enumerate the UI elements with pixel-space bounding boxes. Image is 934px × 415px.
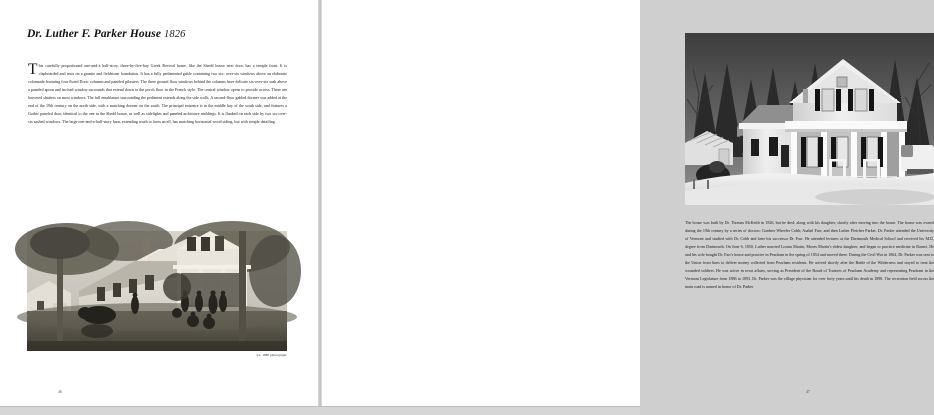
photo-caption: Ca. 1885 photograph. xyxy=(256,353,287,357)
page-title-text: Dr. Luther F. Parker House xyxy=(27,28,162,40)
historic-house-photograph xyxy=(27,231,287,351)
page-bottom-edge xyxy=(0,406,640,415)
right-page xyxy=(322,0,934,414)
right-column-body-text: The house was built by Dr. Thomas McKeith in 1826, but he died, along with his daughter, shortly after moving into the house. The house was owned during the 19th century by a series of doctors: Gardner Wheeler Cobb; Asahel Farr; and then Luther Fletcher Parker. Dr. Parker attended the University of Vermont and studied with Dr. Cobb and later his successor Dr. Farr. He attended lectures at the Dartmouth Medical School and received his M.D. degree from Dartmouth. On June 6, 1850, Luther married Louisa Martin, Moses Martin's eldest daughter, and began to practice medicine in Barnet. He and his wife bought Dr. Farr's house and practice in Peacham in the spring of 1854 and moved there. During the Civil War in 1864, Dr. Parker was sent to the Union front lines to deliver money collected from Peacham residents. He arrived shortly after the Battle of the Wilderness and stayed to treat the wounded soldiers. He was active in town affairs, serving as President of the Board of Trustees of Peacham Academy and representing Peacham in the Vermont Legislature from 1886 to 1893. Dr. Parker was the village physician for over forty years until his death in 1898. The recreation field across the main road is named in honor of Dr. Parker xyxy=(685,220,934,290)
page-title xyxy=(27,28,185,40)
page-title-year: 1826 xyxy=(164,29,186,40)
modern-house-photograph xyxy=(685,33,934,205)
folio-left: 46 xyxy=(58,390,62,394)
modern-photo-artwork xyxy=(685,33,934,205)
left-column-body-text: This carefully proportioned one-and-a half-story, three-by-five-bay Greek Revival home, like the Shedd house next door, has a temple front. It is clapboarded and rests on a granite and fieldstone foundation. It has a fully pedimented gable containing two six- over-six windows above an elaborate colonnade featuring four fluted Doric columns and paneled pilasters. The three ground floor windows behind the columns have delicate six-over-six sash above a paneled apron and incised window surrounds that extend down to the porch floor in the French style. The central window opens to provide access. There are louvered shutters on most windows. The full entablature surrounding the pediment extends along the side walls. A second-floor gabled dormer was added at the end of the 19th century on the north side, with a matching dormer on the south. The principal entrance is in the middle bay of the south side, and features a Gothic paneled door, identical to the one in the Shedd house, as well as sidelights and paneled architrave moldings. It is flanked on each side by two six-over-six sashed windows. The large one-and-a-half-story barn, extending south to form an ell, has matching horizontal wood siding, but with simple detailing. xyxy=(28,61,287,125)
left-page xyxy=(0,0,318,414)
folio-right: 47 xyxy=(806,390,810,394)
historic-photo-artwork xyxy=(27,231,287,351)
